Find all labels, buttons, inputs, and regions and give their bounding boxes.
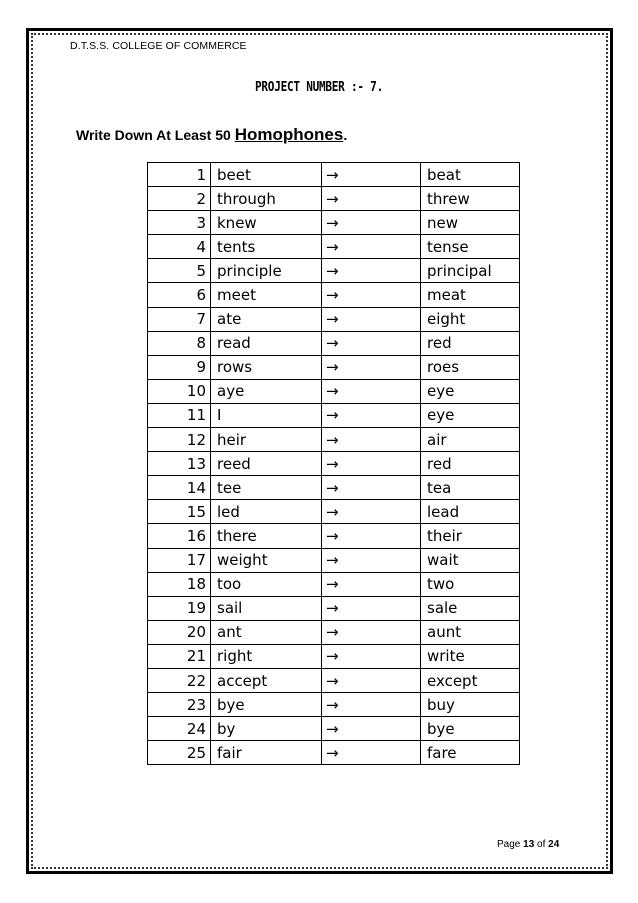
homophone: wait (421, 548, 520, 572)
homophone: tea (421, 476, 520, 500)
heading-prefix: Write Down At Least 50 (76, 127, 235, 143)
table-row (148, 283, 520, 307)
row-number: 18 (148, 572, 211, 596)
arrow-icon: → (322, 500, 421, 524)
table-row (148, 331, 520, 355)
row-number: 22 (148, 668, 211, 692)
word: knew (211, 211, 322, 235)
homophone: principal (421, 259, 520, 283)
row-number: 24 (148, 717, 211, 741)
word: aye (211, 379, 322, 403)
word: led (211, 500, 322, 524)
table-row (148, 717, 520, 741)
row-number: 4 (148, 235, 211, 259)
arrow-icon: → (322, 235, 421, 259)
word: weight (211, 548, 322, 572)
table-row (148, 307, 520, 331)
row-number: 25 (148, 741, 211, 765)
homophone: red (421, 452, 520, 476)
table-row (148, 693, 520, 717)
table-row (148, 620, 520, 644)
table-row (148, 741, 520, 765)
word: beet (211, 163, 322, 187)
word: right (211, 644, 322, 668)
table-row (148, 355, 520, 379)
college-header: D.T.S.S. COLLEGE OF COMMERCE (70, 40, 247, 52)
homophone: new (421, 211, 520, 235)
arrow-icon: → (322, 693, 421, 717)
page-number: 13 (523, 839, 535, 850)
row-number: 15 (148, 500, 211, 524)
word: ate (211, 307, 322, 331)
table-row (148, 548, 520, 572)
table-row (148, 500, 520, 524)
word: heir (211, 428, 322, 452)
word: fair (211, 741, 322, 765)
project-title: PROJECT NUMBER :- 7. (255, 80, 383, 95)
homophone: meat (421, 283, 520, 307)
row-number: 9 (148, 355, 211, 379)
homophone: bye (421, 717, 520, 741)
row-number: 2 (148, 187, 211, 211)
word: sail (211, 596, 322, 620)
homophone: except (421, 668, 520, 692)
row-number: 10 (148, 379, 211, 403)
word: accept (211, 668, 322, 692)
arrow-icon: → (322, 307, 421, 331)
word: bye (211, 693, 322, 717)
arrow-icon: → (322, 476, 421, 500)
arrow-icon: → (322, 717, 421, 741)
table-row (148, 596, 520, 620)
homophone: write (421, 644, 520, 668)
table-row (148, 428, 520, 452)
homophone: tense (421, 235, 520, 259)
word: by (211, 717, 322, 741)
word: reed (211, 452, 322, 476)
table-row (148, 524, 520, 548)
arrow-icon: → (322, 548, 421, 572)
homophone: beat (421, 163, 520, 187)
arrow-icon: → (322, 572, 421, 596)
row-number: 19 (148, 596, 211, 620)
arrow-icon: → (322, 331, 421, 355)
arrow-icon: → (322, 283, 421, 307)
page-total: 24 (548, 839, 560, 850)
row-number: 6 (148, 283, 211, 307)
page-footer (497, 839, 559, 850)
row-number: 11 (148, 403, 211, 427)
homophone: eight (421, 307, 520, 331)
homophone: fare (421, 741, 520, 765)
table-row (148, 572, 520, 596)
word: ant (211, 620, 322, 644)
homophone: eye (421, 379, 520, 403)
word: I (211, 403, 322, 427)
row-number: 23 (148, 693, 211, 717)
homophone: air (421, 428, 520, 452)
arrow-icon: → (322, 452, 421, 476)
word: read (211, 331, 322, 355)
row-number: 1 (148, 163, 211, 187)
arrow-icon: → (322, 355, 421, 379)
row-number: 7 (148, 307, 211, 331)
homophones-table (147, 162, 520, 765)
arrow-icon: → (322, 668, 421, 692)
page-word: Page (497, 839, 521, 850)
word: too (211, 572, 322, 596)
arrow-icon: → (322, 741, 421, 765)
arrow-icon: → (322, 163, 421, 187)
row-number: 12 (148, 428, 211, 452)
word: tents (211, 235, 322, 259)
table-row (148, 187, 520, 211)
arrow-icon: → (322, 596, 421, 620)
table-row (148, 163, 520, 187)
row-number: 21 (148, 644, 211, 668)
arrow-icon: → (322, 211, 421, 235)
word: there (211, 524, 322, 548)
row-number: 8 (148, 331, 211, 355)
row-number: 3 (148, 211, 211, 235)
arrow-icon: → (322, 620, 421, 644)
word: principle (211, 259, 322, 283)
arrow-icon: → (322, 187, 421, 211)
arrow-icon: → (322, 644, 421, 668)
row-number: 14 (148, 476, 211, 500)
of-word: of (537, 839, 546, 850)
table-row (148, 211, 520, 235)
row-number: 5 (148, 259, 211, 283)
word: meet (211, 283, 322, 307)
row-number: 17 (148, 548, 211, 572)
table-row (148, 476, 520, 500)
row-number: 16 (148, 524, 211, 548)
row-number: 20 (148, 620, 211, 644)
homophone: threw (421, 187, 520, 211)
homophone: their (421, 524, 520, 548)
arrow-icon: → (322, 524, 421, 548)
table-row (148, 379, 520, 403)
homophone: lead (421, 500, 520, 524)
word: through (211, 187, 322, 211)
table-row (148, 668, 520, 692)
arrow-icon: → (322, 428, 421, 452)
table-row (148, 403, 520, 427)
heading-emphasis: Homophones (234, 125, 344, 144)
arrow-icon: → (322, 259, 421, 283)
row-number: 13 (148, 452, 211, 476)
homophone: aunt (421, 620, 520, 644)
homophone: eye (421, 403, 520, 427)
homophone: roes (421, 355, 520, 379)
table-row (148, 644, 520, 668)
table-row (148, 259, 520, 283)
word: tee (211, 476, 322, 500)
word: rows (211, 355, 322, 379)
homophone: sale (421, 596, 520, 620)
arrow-icon: → (322, 379, 421, 403)
table-row (148, 452, 520, 476)
homophone: red (421, 331, 520, 355)
arrow-icon: → (322, 403, 421, 427)
table-row (148, 235, 520, 259)
assignment-heading (76, 125, 347, 145)
heading-suffix: . (343, 127, 348, 143)
homophone: buy (421, 693, 520, 717)
homophone: two (421, 572, 520, 596)
